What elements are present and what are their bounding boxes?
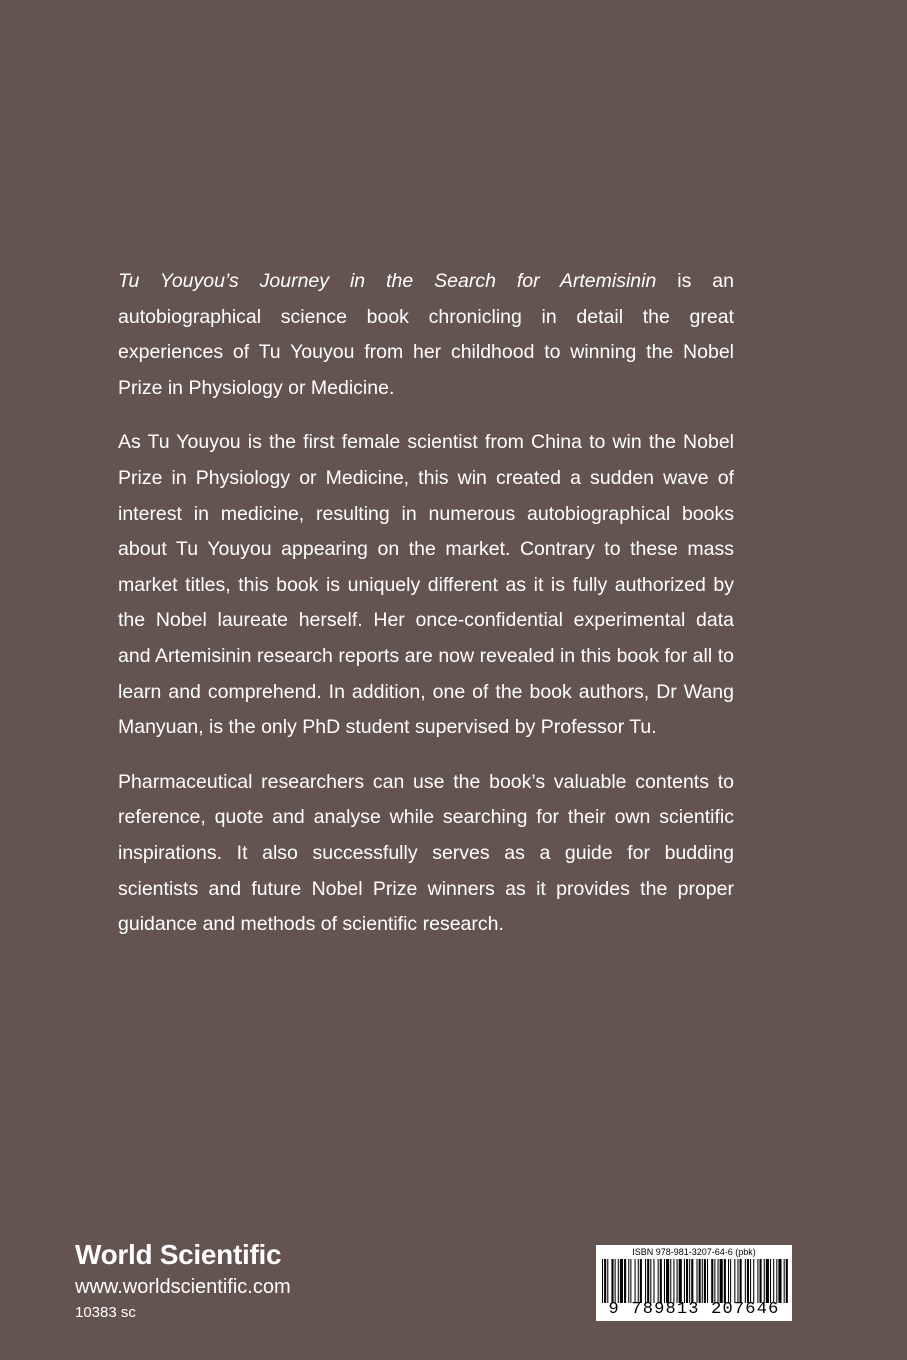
- barcode-bar: [624, 1259, 626, 1303]
- isbn-label: ISBN 978-981-3207-64-6 (pbk): [632, 1247, 756, 1257]
- barcode-bar: [630, 1259, 631, 1303]
- barcode-bar: [702, 1259, 703, 1303]
- publisher-block: [75, 1238, 291, 1323]
- barcode-bar: [745, 1259, 746, 1303]
- publisher-name: World Scientific: [75, 1239, 282, 1270]
- barcode-bar: [645, 1259, 646, 1303]
- barcode-bar: [747, 1259, 749, 1303]
- barcode-bar: [611, 1259, 613, 1303]
- barcode-bar: [734, 1259, 735, 1303]
- barcode-bar: [664, 1259, 665, 1303]
- barcode-bar: [786, 1259, 788, 1303]
- barcode-bar: [718, 1259, 719, 1303]
- barcode-bar: [618, 1259, 619, 1303]
- barcode-bar: [689, 1259, 690, 1303]
- product-code: 10383 sc: [75, 1304, 136, 1321]
- back-cover-blurb: [118, 264, 734, 962]
- barcode-bar: [660, 1259, 662, 1303]
- barcode-bar: [714, 1259, 715, 1303]
- barcode-bar: [776, 1259, 777, 1303]
- barcode-bar: [730, 1259, 731, 1303]
- barcode-bar: [620, 1259, 623, 1303]
- barcode-bar: [658, 1259, 659, 1303]
- publisher-url: www.worldscientific.com: [75, 1276, 291, 1298]
- barcode-bar: [707, 1259, 708, 1303]
- barcode-bar: [628, 1259, 629, 1303]
- barcode-bar: [653, 1259, 654, 1303]
- barcode-bar: [679, 1259, 682, 1303]
- barcode-bar: [770, 1259, 771, 1303]
- barcode-bar: [737, 1259, 738, 1303]
- barcode-bar: [684, 1259, 685, 1303]
- barcode-bar: [615, 1259, 616, 1303]
- barcode-bar: [704, 1259, 706, 1303]
- blurb-paragraph-1: [118, 264, 734, 406]
- barcode-bar: [764, 1259, 765, 1303]
- barcode-bar: [711, 1259, 713, 1303]
- barcode-bar: [686, 1259, 688, 1303]
- blurb-paragraph-2: As Tu Youyou is the first female scientist from China to win the Nobel Prize in Physiology or Medicine, this win created a sudden wave of interest in medicine, resulting in numerous autobiographical books about Tu Youyou appearing on the market. Contrary to these mass market titles, this book is uniquely different as it is fully authorized by the Nobel laureate herself. Her once-confidential experimental data and Artemisinin research reports are now revealed in this book for all to learn and comprehend. In addition, one of the book authors, Dr Wang Manyuan, is the only PhD student supervised by Professor Tu.: [118, 431, 734, 739]
- isbn-barcode: [596, 1245, 792, 1321]
- barcode-bar: [784, 1259, 785, 1303]
- barcode-bar: [766, 1259, 769, 1303]
- barcode-bar: [773, 1259, 774, 1303]
- barcode-bar: [760, 1259, 762, 1303]
- barcode-bar: [647, 1259, 649, 1303]
- barcode-bar: [720, 1259, 723, 1303]
- barcode-bar: [666, 1259, 669, 1303]
- barcode-bar: [607, 1259, 608, 1303]
- barcode-bar: [728, 1259, 729, 1303]
- barcode-bars: [600, 1259, 788, 1303]
- barcode-bar: [699, 1259, 701, 1303]
- barcode-digits: 9 789813 207646: [608, 1300, 780, 1319]
- barcode-bar: [753, 1259, 754, 1303]
- barcode-bar: [604, 1259, 606, 1303]
- barcode-bar: [778, 1259, 781, 1303]
- barcode-bar: [697, 1259, 698, 1303]
- blurb-paragraph-3: Pharmaceutical researchers can use the book’s valuable contents to reference, quote and analyse while searching for their own scientific inspirations. It also successfully serves as a guide for budding scientists and future Nobel Prize winners as it provides the proper guidance and methods of scientific research.: [118, 770, 734, 936]
- barcode-bar: [724, 1259, 726, 1303]
- barcode-bar: [750, 1259, 751, 1303]
- barcode-bar: [677, 1259, 678, 1303]
- barcode-bar: [740, 1259, 742, 1303]
- barcode-bar: [691, 1259, 693, 1303]
- barcode-bar: [638, 1259, 639, 1303]
- barcode-bar: [635, 1259, 636, 1303]
- book-title: Tu Youyou’s Journey in the Search for Artemisinin: [118, 270, 657, 292]
- barcode-bar: [673, 1259, 674, 1303]
- barcode-bar: [650, 1259, 651, 1303]
- barcode-bar: [602, 1259, 603, 1303]
- barcode-bar: [640, 1259, 642, 1303]
- barcode-bar: [670, 1259, 671, 1303]
- barcode-bar: [757, 1259, 758, 1303]
- blurb-paragraph-1-text: is an autobiographical science book chronicling in detail the great experiences of Tu Youyou from her childhood to winning the Nobel Prize in Physiology or Medicine.: [118, 270, 735, 399]
